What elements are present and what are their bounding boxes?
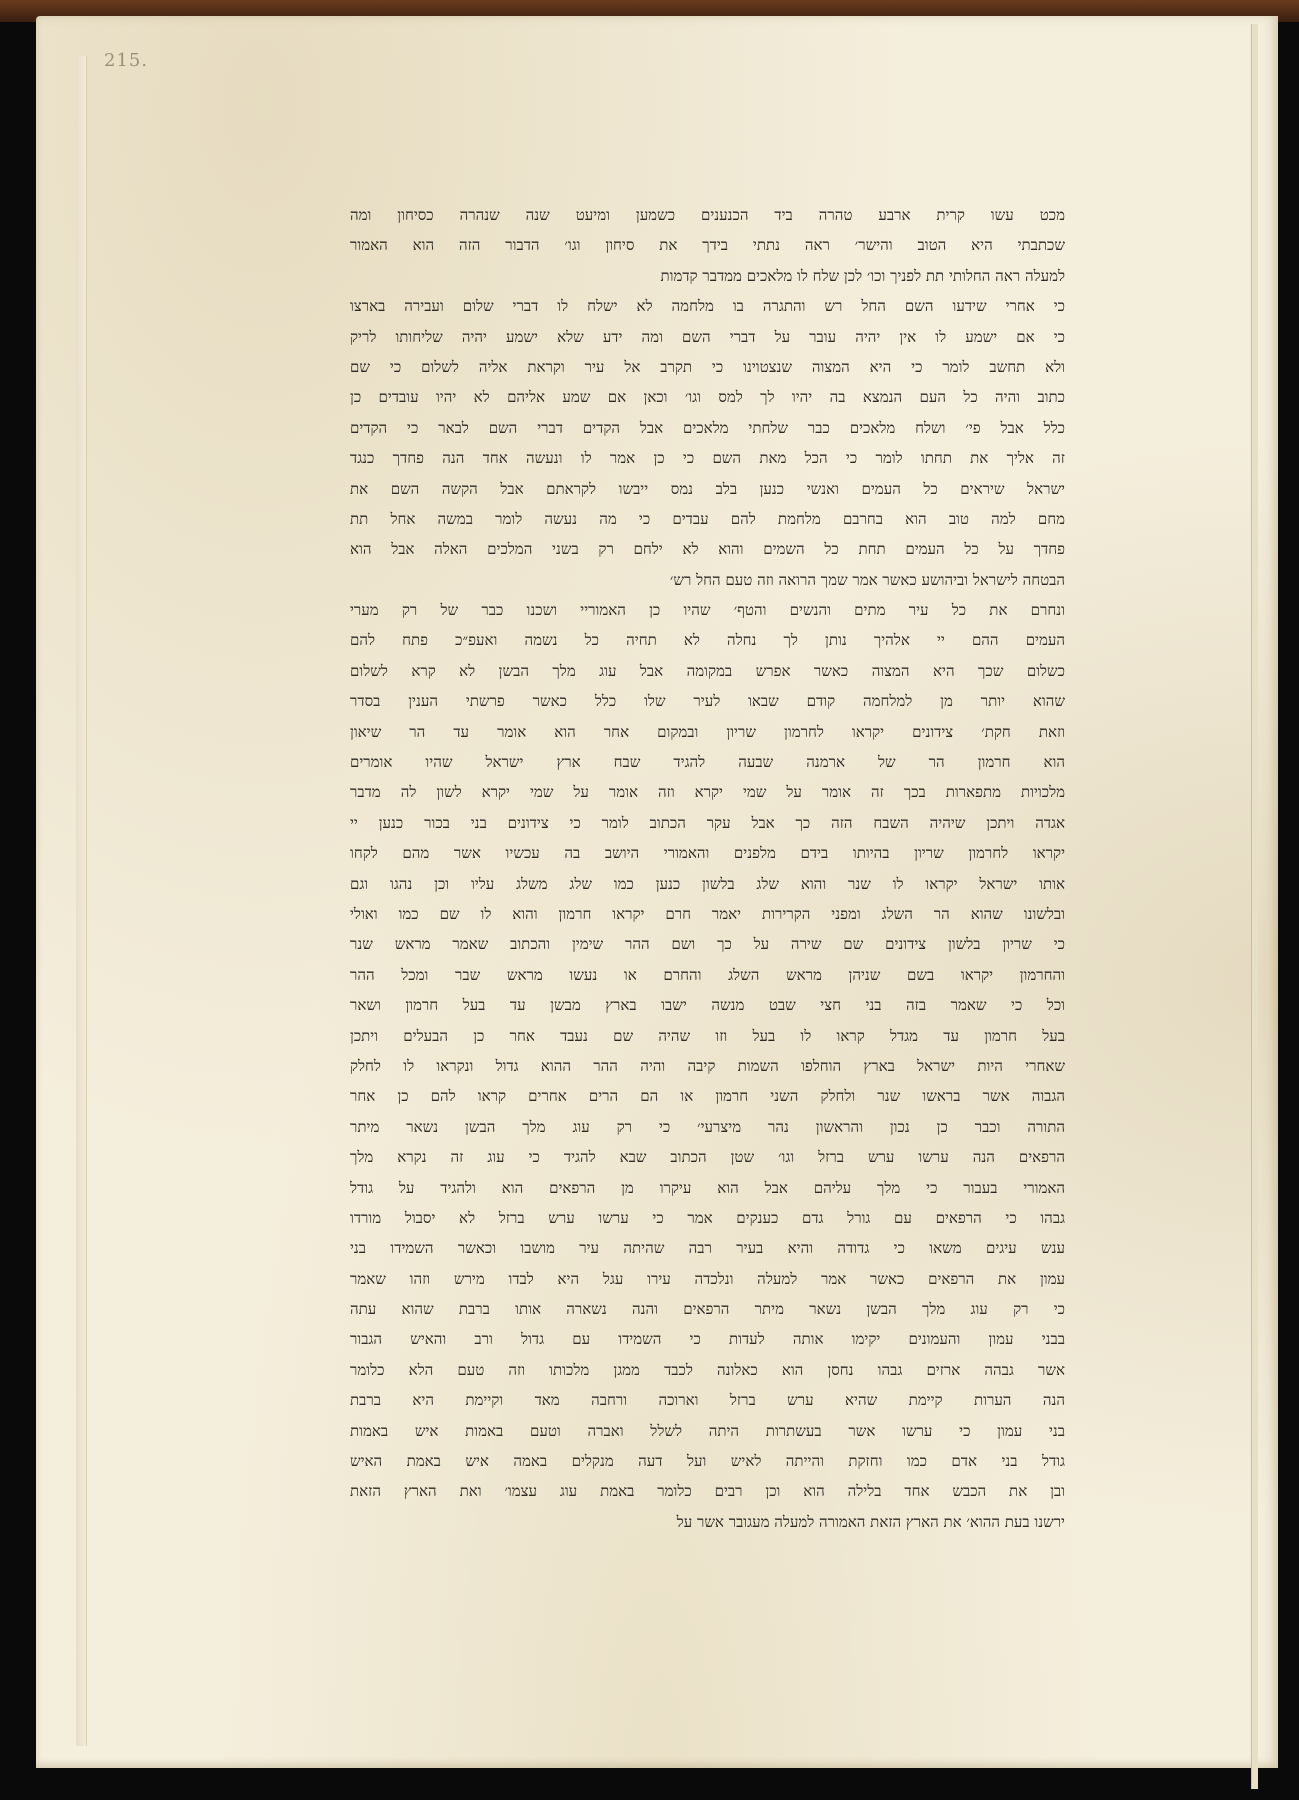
manuscript-line: וכל כי שאמר בזה בני חצי שבט מנשה ישבו בארץ מבשן עד בעל חרמון ושאר — [350, 996, 1065, 1015]
manuscript-line: יקראו לחרמון שריון בהיותו בידם מלפנים והאמורי היושב בה עכשיו אשר מהם לקחו — [350, 844, 1065, 863]
leaf-edge — [76, 56, 87, 1746]
manuscript-line: מחם למה טוב הוא בחרבם מלחמת להם עבדים כי מה נעשה לומר במשה אחל תת — [350, 509, 1065, 528]
right-leaf-edge — [1251, 24, 1258, 1789]
manuscript-line: העמים ההם יי אלהיך נותן לך נחלה לא תחיה כל נשמה ואעפ״כ פתח להם — [350, 631, 1065, 650]
manuscript-line: התורה וכבר כן נכון והראשון נהר מיצרעי׳ כי רק עוג מלך הבשן נשאר מיתר — [350, 1117, 1065, 1136]
manuscript-line: ענש עיגים משאו כי גדודה והיא בעיר רבה שהיתה עיר מושבו וכאשר השמידו בני — [350, 1239, 1065, 1258]
manuscript-line: שכתבתי היא הטוב והישר׳ ראה נתתי בידך את סיחון וגו׳ הדבור הזה הוא האמור — [350, 236, 1065, 255]
manuscript-line: כתוב והיה כל העם הנמצא בה יהיו לך למס וגו׳ וכאן אם שמע אליהם לא יהיו עובדים כן — [350, 388, 1065, 407]
manuscript-line: זה אליך את תחתו לומר כי הכל מאת השם כי כן אמר לו ונעשה אחד הנה פחדך כנגד — [350, 449, 1065, 468]
manuscript-line: כי רק עוג מלך הבשן נשאר מיתר הרפאים והנה נשארה אותו ברבת שהוא עתה — [350, 1300, 1065, 1319]
manuscript-line: כי אחרי שידעו השם החל רש והתגרה בו מלחמה לא ישלח לו דברי שלום ועבירה בארצו — [350, 297, 1065, 316]
folio-number: 215. — [104, 50, 149, 71]
manuscript-line: כי אם ישמע לו אין יהיה עובר על דברי השם ומה ידע שלא ישמע יהיה שליחותו לריק — [350, 327, 1065, 346]
manuscript-line: הבטחה לישראל וביהושע כאשר אמר שמך הרואה וזה טעם החל רש׳ — [669, 570, 1065, 589]
manuscript-line: ונחרם את כל עיר מתים והנשים והטף׳ שהיו כן האמוריי ושכנו כבר של רק מערי — [350, 601, 1065, 620]
manuscript-line: בני עמון כי ערשו אשר בעשתרות היתה לשלל ואברה וטעם באמות איש באמות — [350, 1421, 1065, 1440]
manuscript-line: גודל בני אדם כמו וחזקת והייתה לאיש ועל דעה מנקלים באמה איש באמת האיש — [350, 1452, 1065, 1471]
manuscript-line: בעל חרמון עד מגדל קראו לו בעל וזו שהיה שם נעבד אחר כן הבעלים ויתכן — [350, 1026, 1065, 1045]
manuscript-line: ישראל שיראים כל העמים ואנשי כנען בלב נמס ייבשו לקראתם אבל הקשה השם את — [350, 479, 1065, 498]
manuscript-line: הוא חרמון הר של ארמנה שבעה להגיד שבח ארץ ישראל שהיו אומרים — [350, 753, 1065, 772]
manuscript-line: וזאת חקת׳ צידונים יקראו לחרמון שריון ובמקום אחר הוא אומר עד הר שיאון — [350, 722, 1065, 741]
manuscript-line: הגבוה אשר בראשו שנר ולחלק השני חרמון או הם הרים אחרים קראו להם כן אחר — [350, 1087, 1065, 1106]
manuscript-line: ירשנו בעת ההוא׳ את הארץ הזאת האמורה למעלה מעגובר אשר על — [676, 1512, 1065, 1531]
manuscript-line: למעלה ראה החלותי תת לפניך וכו׳ לכן שלח לו מלאכים ממדבר קדמות — [660, 266, 1065, 285]
manuscript-line: שאחרי היות ישראל בארץ הוחלפו השמות קיבה והיה ההר ההוא גדול ונקראו לו לחלק — [350, 1056, 1065, 1075]
manuscript-text-block — [350, 200, 1065, 1537]
manuscript-line: ובלשונו שהוא הר השלג ומפני הקרירות יאמר חרם יקראו חרמון והוא לו שם כמו ואולי — [350, 904, 1065, 923]
manuscript-line: והחרמון יקראו בשם שניהן מראש השלג והחרם או נעשו מראש שבר ומכל ההר — [350, 965, 1065, 984]
manuscript-line: הרפאים הנה ערשו ערש ברזל וגו׳ שטן הכתוב שבא להגיד כי עוג זה נקרא מלך — [350, 1148, 1065, 1167]
manuscript-line: גבהו כי הרפאים עם גורל גדם כענקים אמר כי ערשו ערש ברזל לא יסבול מורדו — [350, 1208, 1065, 1227]
manuscript-line: אגדה ויתכן שיהיה השבח הזה כך אבל עקר הכתוב לומר כי צידונים בני בכור כנען יי — [350, 813, 1065, 832]
manuscript-line: האמורי בעבור כי מלך עליהם אבל הוא עיקרו מן הרפאים הוא ולהגיד על גודל — [350, 1178, 1065, 1197]
manuscript-line: ובן את הכבש אחד בלילה הוא וכן רבים כלומר באמת עוג עצמו׳ ואת הארץ הזאת — [350, 1482, 1065, 1501]
manuscript-line: אשר גבהה ארזים גבהו נחסן הוא כאלונה לכבד ממגן מלכותו וזה טעם הלא כלומר — [350, 1360, 1065, 1379]
manuscript-line: מכט עשו קרית ארבע טהרה ביד הכנענים כשמען ומיעט שנה שנהרה כסיחון ומה — [350, 206, 1065, 224]
manuscript-line: מלכויות מתפארות בכך זה אומר על שמי יקרא וזה אומר על שמי יקרא לשון לה מדבר — [350, 783, 1065, 802]
manuscript-line: הנה הערות קיימת שהיא ערש ברזל וארוכה ורחבה מאד וקיימת היא ברבת — [350, 1391, 1065, 1410]
manuscript-line: כלל אבל פי׳ ושלח מלאכים כבר שלחתי מלאכים אבל הקדים דברי השם לבאר כי הקדים — [350, 418, 1065, 437]
manuscript-line: שהוא יותר מן למלחמה קודם שבאו לעיר שלו כלל כאשר פרשתי הענין בסדר — [350, 692, 1065, 711]
manuscript-line: ולא תחשב לומר כי היא המצוה שנצטוינו כי תקרב אל עיר וקראת אליה לשלום כי שם — [350, 357, 1065, 376]
manuscript-line: פחדך על כל העמים תחת כל השמים והוא לא ילחם רק בשני המלכים האלה אבל הוא — [350, 540, 1065, 559]
manuscript-line: בבני עמון והעמונים יקימו אותה לעדות כי השמידו עם גדול ורב והאיש הגבור — [350, 1330, 1065, 1349]
manuscript-line: אותו ישראל יקראו לו שנר והוא שלג בלשון כנען כמו שלג משלג עליו וכן נהגו וגם — [350, 874, 1065, 893]
manuscript-line: כי שריון בלשון צידונים שם שירה על כך ושם ההר שימין והכתוב שאמר מראש שנר — [350, 935, 1065, 954]
manuscript-line: כשלום שכך היא המצוה כאשר אפרש במקומה אבל עוג מלך הבשן לא קרא לשלום — [350, 661, 1065, 680]
manuscript-line: עמון את הרפאים כאשר אמר למעלה ונלכדה עירו עגל היא לבדו מירש וזהו שאמר — [350, 1269, 1065, 1288]
